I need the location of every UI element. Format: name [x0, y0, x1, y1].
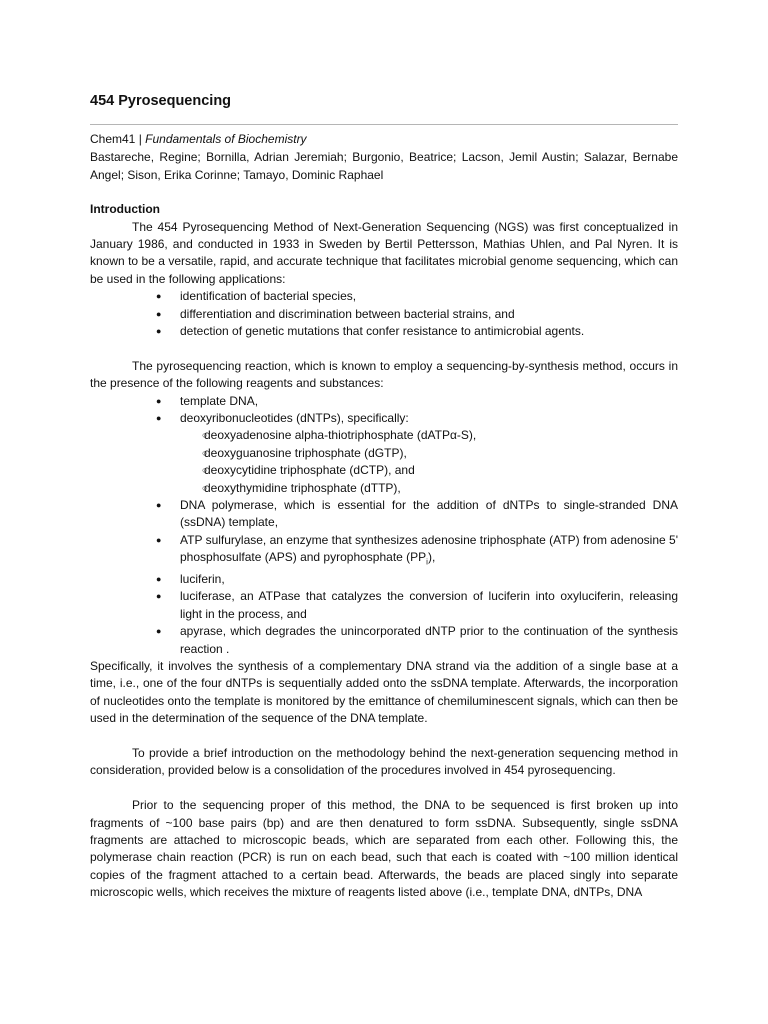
dntp-sublist [90, 427, 678, 497]
sublist-item: ○ deoxythymidine triphosphate (dTTP), [90, 480, 678, 497]
list-item: ● DNA polymerase, which is essential for the addition of dNTPs to single-stranded DNA (ssDNA) template, [90, 497, 678, 532]
sublist-item: ○ deoxyadenosine alpha-thiotriphosphate (dATPα-S), [90, 427, 678, 444]
course-line [90, 131, 307, 149]
course-name: Fundamentals of Biochemistry [145, 132, 307, 146]
author-list: Bastareche, Regine; Bornilla, Adrian Jeremiah; Burgonio, Beatrice; Lacson, Jemil Austin; Salazar, Bernabe Angel; Sison, Erika Corinne; Tamayo, Dominic Raphael [90, 150, 678, 182]
list-item: ● luciferin, [90, 571, 678, 588]
list-item: ● identification of bacterial species, [90, 288, 678, 305]
spacer [90, 728, 678, 745]
introduction-section [90, 201, 678, 902]
paragraph-4: To provide a brief introduction on the methodology behind the next-generation sequencing method in consideration, provided below is a consolidation of the procedures involved in 454 pyrosequencing. [90, 746, 678, 778]
list-item: ● apyrase, which degrades the unincorporated dNTP prior to the continuation of the synthesis reaction . [90, 623, 678, 658]
list-item: ● luciferase, an ATPase that catalyzes the conversion of luciferin into oxyluciferin, releasing light in the process, and [90, 588, 678, 623]
course-code: Chem41 | [90, 132, 146, 146]
spacer [90, 340, 678, 357]
title-divider [90, 124, 678, 125]
paragraph-1: The 454 Pyrosequencing Method of Next-Generation Sequencing (NGS) was first conceptualized in January 1986, and conducted in 1933 in Sweden by Bertil Pettersson, Mathias Uhlen, and Pal Nyren. It is known to be a versatile, rapid, and accurate technique that facilitates microbial genome sequencing, which can be used in the following applications: [90, 219, 678, 286]
paragraph-5: Prior to the sequencing proper of this method, the DNA to be sequenced is first broken up into fragments of ~100 base pairs (bp) and are then denatured to form ssDNA. Subsequently, single ssDNA fragments are attached to microscopic beads, which are separated from each other. Following this, the polymerase chain reaction (PCR) is run on each bead, such that each is coated with ~100 million identical copies of the fragment attached to a certain bead. Afterwards, the beads are placed singly into separate microscopic wells, which receives the mixture of reagents listed above (i.e., template DNA, dNTPs, DNA [90, 798, 678, 900]
section-heading: Introduction [90, 202, 160, 216]
reagents-list [90, 393, 678, 658]
list-item [90, 410, 678, 497]
document-title: 454 Pyrosequencing [90, 93, 232, 109]
paragraph-2: The pyrosequencing reaction, which is known to employ a sequencing-by-synthesis method, occurs in the presence of the following reagents and substances: [90, 358, 678, 391]
list-item: ● detection of genetic mutations that confer resistance to antimicrobial agents. [90, 323, 678, 340]
list-item: ● differentiation and discrimination between bacterial strains, and [90, 306, 678, 323]
sulfurylase-end: ), [427, 550, 436, 565]
sublist-item: ○ deoxyguanosine triphosphate (dGTP), [90, 445, 678, 462]
paragraph-3: Specifically, it involves the synthesis of a complementary DNA strand via the addition of a single base at a time, i.e., one of the four dNTPs is sequentially added onto the ssDNA template. Afterwards, the incorporation of nucleotides onto the template is monitored by the emittance of chemiluminescent signals, which can then be used in the determination of the sequence of the DNA template. [90, 659, 678, 726]
list-item: ● template DNA, [90, 393, 678, 410]
subscript: i [426, 557, 428, 567]
applications-list [90, 288, 678, 340]
sublist-item: ○ deoxycytidine triphosphate (dCTP), and [90, 462, 678, 479]
sulfurylase-text: ATP sulfurylase, an enzyme that synthesizes adenosine triphosphate (ATP) from adenosine 5' phosphosulfate (APS) and pyrophosphate (PP [180, 532, 678, 565]
list-item [90, 532, 678, 571]
dntps-label: deoxyribonucleotides (dNTPs), specifically: [180, 410, 409, 425]
spacer [90, 780, 678, 797]
